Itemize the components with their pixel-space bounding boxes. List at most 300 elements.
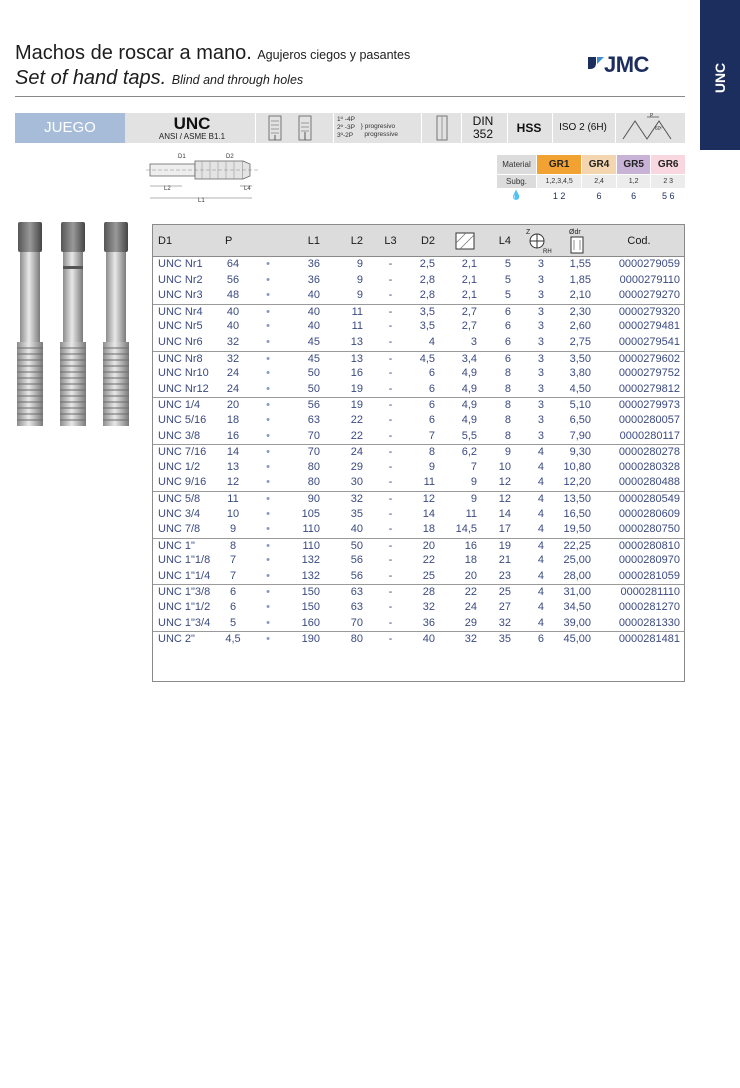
cell-sq: 2,7 xyxy=(461,320,477,333)
cell-z: 3 xyxy=(537,289,544,302)
cell-l1: 190 xyxy=(301,633,320,646)
cell-dr: 4,50 xyxy=(569,382,591,395)
cell-cod: 0000279541 xyxy=(618,335,680,348)
cell-l1: 80 xyxy=(307,476,320,489)
cell-d2: 36 xyxy=(422,616,435,629)
cell-l3: - xyxy=(388,446,393,459)
cell-l4: 5 xyxy=(504,258,511,270)
cell-l1: 70 xyxy=(307,429,320,442)
cell-sq: 16 xyxy=(464,539,477,552)
cell-l2: 63 xyxy=(350,586,363,599)
cell-d1: UNC 1/2 xyxy=(158,460,201,473)
cell-l3: - xyxy=(388,258,393,270)
cell-l1: 50 xyxy=(307,382,320,395)
cell-l3: - xyxy=(388,413,393,426)
cell-d1: UNC Nr3 xyxy=(158,289,203,302)
cell-z: 3 xyxy=(537,413,544,426)
jmc-logo-mark-icon xyxy=(588,57,604,69)
svg-text:L1: L1 xyxy=(198,198,205,204)
cell-l3: - xyxy=(388,507,393,520)
table-row xyxy=(153,631,684,647)
cell-p: 13 xyxy=(226,460,240,473)
table-row xyxy=(153,569,684,585)
cell-d1: UNC 3/8 xyxy=(158,429,201,442)
cell-l2: 22 xyxy=(350,429,363,442)
cell-d2: 4,5 xyxy=(419,352,435,365)
cell-l2: 19 xyxy=(350,399,363,412)
cell-cod: 0000280970 xyxy=(618,554,680,567)
cell-sq: 6,2 xyxy=(461,446,477,459)
cell-d2: 2,8 xyxy=(419,273,435,286)
cell-l2: 56 xyxy=(350,554,363,567)
cell-dr: 13,50 xyxy=(563,492,591,505)
cell-l4: 35 xyxy=(498,633,511,646)
cell-l3: - xyxy=(388,633,393,646)
cell-l1: 56 xyxy=(307,399,320,412)
availability-dot-icon: • xyxy=(266,399,270,412)
svg-text:RH: RH xyxy=(543,249,552,255)
table-row xyxy=(153,273,684,289)
cell-d1: UNC 1"1/4 xyxy=(158,569,211,582)
cell-z: 3 xyxy=(537,273,544,286)
cell-l1: 132 xyxy=(301,554,320,567)
cell-p: 14 xyxy=(226,446,240,459)
cell-p: 6 xyxy=(229,586,237,599)
cell-l4: 8 xyxy=(504,399,511,412)
table-row xyxy=(153,382,684,398)
cell-z: 4 xyxy=(537,492,544,505)
availability-dot-icon: • xyxy=(266,476,270,489)
cell-sq: 2,1 xyxy=(461,289,477,302)
cell-z: 4 xyxy=(537,616,544,629)
cell-sq: 22 xyxy=(464,586,477,599)
material-group-table: Material GR1 GR4 GR5 GR6 Subg. 1,2,3,4,5 2,4 1,2 2 3 💧 1 2 6 6 5 6 xyxy=(496,154,686,203)
cell-cod: 0000280810 xyxy=(618,539,680,552)
cell-l1: 160 xyxy=(301,616,320,629)
availability-dot-icon: • xyxy=(266,273,270,286)
cell-l4: 17 xyxy=(498,523,511,536)
group-gr5: GR5 xyxy=(616,155,651,175)
cell-l1: 45 xyxy=(307,335,320,348)
cell-p: 7 xyxy=(229,554,237,567)
cell-l1: 40 xyxy=(307,289,320,302)
cell-p: 20 xyxy=(226,399,240,412)
cell-d2: 32 xyxy=(422,601,435,614)
cell-p: 32 xyxy=(226,352,240,365)
availability-dot-icon: • xyxy=(266,601,270,614)
cell-l3: - xyxy=(388,492,393,505)
cell-d2: 6 xyxy=(428,382,435,395)
availability-dot-icon: • xyxy=(266,305,270,318)
cell-d2: 22 xyxy=(422,554,435,567)
cell-l3: - xyxy=(388,586,393,599)
table-row xyxy=(153,460,684,476)
cell-l3: - xyxy=(388,367,393,380)
cell-z: 4 xyxy=(537,523,544,536)
cell-l3: - xyxy=(388,382,393,395)
cell-dr: 2,60 xyxy=(569,320,591,333)
cell-l4: 8 xyxy=(504,367,511,380)
cell-p: 12 xyxy=(226,476,240,489)
cell-dr: 9,30 xyxy=(569,446,591,459)
cell-l1: 90 xyxy=(307,492,320,505)
cell-dr: 39,00 xyxy=(563,616,591,629)
cell-z: 4 xyxy=(537,507,544,520)
cell-l2: 32 xyxy=(350,492,363,505)
cell-sq: 4,9 xyxy=(461,367,477,380)
availability-dot-icon: • xyxy=(266,258,270,270)
title-es: Machos de roscar a mano. Agujeros ciegos y pasantes xyxy=(15,42,411,64)
cell-d1: UNC Nr1 xyxy=(158,258,203,270)
cell-sq: 4,9 xyxy=(461,413,477,426)
cell-cod: 0000279320 xyxy=(618,305,680,318)
cell-cod: 0000280057 xyxy=(618,413,680,426)
cell-l1: 70 xyxy=(307,446,320,459)
cell-d2: 11 xyxy=(423,476,435,489)
availability-dot-icon: • xyxy=(266,320,270,333)
availability-dot-icon: • xyxy=(266,429,270,442)
cell-z: 3 xyxy=(537,429,544,442)
availability-dot-icon: • xyxy=(266,492,270,505)
cell-l1: 40 xyxy=(307,305,320,318)
cell-cod: 0000279752 xyxy=(618,367,680,380)
material-hss: HSS xyxy=(516,121,542,135)
cell-p: 64 xyxy=(226,258,240,270)
cell-dr: 2,10 xyxy=(569,289,591,302)
cell-cod: 0000281330 xyxy=(618,616,680,629)
cell-cod: 0000279481 xyxy=(618,320,680,333)
cell-l2: 40 xyxy=(350,523,363,536)
cell-sq: 11 xyxy=(465,507,477,520)
cell-cod: 0000279602 xyxy=(618,352,680,365)
suitability-icon: 6 xyxy=(616,189,651,203)
suitability-icon: 6 xyxy=(582,189,617,203)
cell-sq: 20 xyxy=(464,569,477,582)
cell-p: 24 xyxy=(226,367,240,380)
cell-cod: 0000279812 xyxy=(618,382,680,395)
availability-dot-icon: • xyxy=(266,569,270,582)
table-row xyxy=(153,397,684,413)
cell-d1: UNC 1"3/8 xyxy=(158,586,211,599)
cell-z: 3 xyxy=(537,320,544,333)
cell-l3: - xyxy=(388,320,393,333)
cell-p: 11 xyxy=(227,492,239,505)
cell-l1: 150 xyxy=(301,586,320,599)
cell-cod: 0000280609 xyxy=(618,507,680,520)
cell-d2: 20 xyxy=(422,539,435,552)
availability-dot-icon: • xyxy=(266,554,270,567)
cell-d1: UNC 1" xyxy=(158,539,195,552)
cell-cod: 0000280750 xyxy=(618,523,680,536)
table-header: D1 P L1 L2 L3 D2 L4 Z RH Ødr Cod. xyxy=(153,225,684,257)
cell-l1: 40 xyxy=(307,320,320,333)
suitability-icon: 1 2 xyxy=(537,189,582,203)
cell-l3: - xyxy=(388,523,393,536)
cell-z: 4 xyxy=(537,446,544,459)
cell-l2: 9 xyxy=(356,258,363,270)
cell-l3: - xyxy=(388,476,393,489)
cell-l4: 23 xyxy=(498,569,511,582)
cell-l3: - xyxy=(388,616,393,629)
cell-dr: 2,75 xyxy=(569,335,591,348)
availability-dot-icon: • xyxy=(266,633,270,646)
cell-z: 3 xyxy=(537,335,544,348)
cell-p: 40 xyxy=(226,305,240,318)
cell-l2: 19 xyxy=(350,382,363,395)
cell-cod: 0000281270 xyxy=(618,601,680,614)
cell-l3: - xyxy=(388,569,393,582)
cell-l2: 13 xyxy=(350,335,363,348)
cell-l2: 22 xyxy=(350,413,363,426)
cell-l4: 32 xyxy=(498,616,511,629)
cell-d1: UNC 1"3/4 xyxy=(158,616,211,629)
group-gr6: GR6 xyxy=(651,155,686,175)
cell-d1: UNC 1"1/2 xyxy=(158,601,211,614)
table-row xyxy=(153,538,684,554)
cell-z: 3 xyxy=(537,367,544,380)
table-row xyxy=(153,304,684,320)
cell-l2: 29 xyxy=(350,460,363,473)
cell-p: 7 xyxy=(229,569,237,582)
cell-dr: 31,00 xyxy=(563,586,591,599)
cell-l1: 36 xyxy=(307,273,320,286)
svg-text:60º: 60º xyxy=(655,126,663,132)
cell-p: 5 xyxy=(229,616,237,629)
cell-d1: UNC Nr8 xyxy=(158,352,203,365)
cell-dr: 16,50 xyxy=(563,507,591,520)
cell-l2: 9 xyxy=(356,273,363,286)
cell-p: 4,5 xyxy=(225,633,241,646)
cell-l3: - xyxy=(388,429,393,442)
svg-text:P: P xyxy=(650,113,654,119)
cell-cod: 0000280549 xyxy=(618,492,680,505)
cell-d1: UNC Nr5 xyxy=(158,320,203,333)
cell-z: 4 xyxy=(537,554,544,567)
table-row xyxy=(153,616,684,632)
cell-cod: 0000280328 xyxy=(618,460,680,473)
cell-l1: 63 xyxy=(307,413,320,426)
cell-cod: 0000280278 xyxy=(618,446,680,459)
cell-d1: UNC 7/16 xyxy=(158,446,207,459)
availability-dot-icon: • xyxy=(266,446,270,459)
cell-z: 3 xyxy=(537,399,544,412)
cell-dr: 12,20 xyxy=(563,476,591,489)
cell-l4: 5 xyxy=(504,289,511,302)
table-row xyxy=(153,491,684,507)
cell-sq: 3,4 xyxy=(461,352,477,365)
cell-l4: 12 xyxy=(498,476,511,489)
cell-p: 9 xyxy=(229,523,237,536)
availability-dot-icon: • xyxy=(266,460,270,473)
shank-icon xyxy=(425,113,459,143)
cell-sq: 4,9 xyxy=(461,382,477,395)
cell-z: 3 xyxy=(537,305,544,318)
cell-l2: 11 xyxy=(351,305,363,318)
cell-sq: 4,9 xyxy=(461,399,477,412)
cell-sq: 2,7 xyxy=(461,305,477,318)
cell-l1: 50 xyxy=(307,367,320,380)
cell-p: 18 xyxy=(226,413,240,426)
table-row xyxy=(153,429,684,445)
cell-l1: 110 xyxy=(302,539,320,552)
cell-l2: 56 xyxy=(350,569,363,582)
svg-text:Z: Z xyxy=(526,229,531,236)
availability-dot-icon: • xyxy=(266,523,270,536)
cell-dr: 1,55 xyxy=(569,258,591,270)
cell-l4: 6 xyxy=(504,335,511,348)
cell-l2: 35 xyxy=(350,507,363,520)
cell-dr: 2,30 xyxy=(569,305,591,318)
tap-spec-table xyxy=(152,224,685,682)
cell-dr: 5,10 xyxy=(569,399,591,412)
svg-text:D2: D2 xyxy=(226,154,234,160)
din-standard: DIN 352 xyxy=(472,114,494,141)
cell-l3: - xyxy=(388,335,393,348)
cell-dr: 25,00 xyxy=(563,554,591,567)
cell-z: 3 xyxy=(537,382,544,395)
cell-l1: 150 xyxy=(301,601,320,614)
cell-sq: 29 xyxy=(464,616,477,629)
cell-l4: 10 xyxy=(498,460,511,473)
availability-dot-icon: • xyxy=(266,586,270,599)
cell-z: 3 xyxy=(537,258,544,270)
cell-cod: 0000279973 xyxy=(618,399,680,412)
tolerance: ISO 2 (6H) xyxy=(559,122,607,133)
cell-dr: 28,00 xyxy=(563,569,591,582)
cell-sq: 2,1 xyxy=(461,258,477,270)
cell-z: 4 xyxy=(537,539,544,552)
cell-z: 4 xyxy=(537,569,544,582)
cell-sq: 5,5 xyxy=(461,429,477,442)
set-label: JUEGO xyxy=(15,113,125,143)
cell-l1: 110 xyxy=(302,523,320,536)
cell-sq: 9 xyxy=(470,476,477,489)
tap-dimension-drawing xyxy=(140,150,270,208)
cell-dr: 45,00 xyxy=(563,633,591,646)
availability-dot-icon: • xyxy=(266,539,270,552)
cell-l4: 8 xyxy=(504,382,511,395)
cell-l3: - xyxy=(388,539,393,552)
cell-d1: UNC 2" xyxy=(158,633,195,646)
table-row xyxy=(153,584,684,600)
cell-d2: 6 xyxy=(428,413,435,426)
cell-d1: UNC 5/16 xyxy=(158,413,207,426)
cell-d1: UNC Nr4 xyxy=(158,305,203,318)
table-row xyxy=(153,351,684,367)
cell-d1: UNC Nr6 xyxy=(158,335,203,348)
cell-d2: 2,5 xyxy=(419,258,435,270)
cell-l1: 132 xyxy=(301,569,320,582)
cell-sq: 18 xyxy=(464,554,477,567)
spec-band xyxy=(15,113,685,143)
jmc-logo: JMC xyxy=(588,54,680,76)
cell-d1: UNC 3/4 xyxy=(158,507,201,520)
cell-sq: 9 xyxy=(470,492,477,505)
cell-cod: 0000281059 xyxy=(618,569,680,582)
availability-dot-icon: • xyxy=(266,367,270,380)
cell-d2: 9 xyxy=(428,460,435,473)
svg-text:L2: L2 xyxy=(164,186,171,192)
cell-dr: 34,50 xyxy=(563,601,591,614)
table-row xyxy=(153,257,684,273)
cell-p: 24 xyxy=(226,382,240,395)
cell-l4: 6 xyxy=(504,320,511,333)
group-gr4: GR4 xyxy=(582,155,617,175)
cell-p: 40 xyxy=(226,320,240,333)
cell-sq: 14,5 xyxy=(455,523,477,536)
cell-sq: 3 xyxy=(470,335,477,348)
cell-z: 4 xyxy=(537,460,544,473)
cell-d1: UNC Nr10 xyxy=(158,367,209,380)
cell-p: 32 xyxy=(226,335,240,348)
drill-diameter-icon xyxy=(565,226,589,256)
cell-cod: 0000279059 xyxy=(618,258,680,270)
cell-l1: 45 xyxy=(307,352,320,365)
cell-dr: 7,90 xyxy=(569,429,591,442)
cell-d2: 3,5 xyxy=(419,305,435,318)
cell-d2: 40 xyxy=(422,633,435,646)
table-row xyxy=(153,413,684,429)
cell-l4: 14 xyxy=(498,507,511,520)
cell-d1: UNC 9/16 xyxy=(158,476,207,489)
availability-dot-icon: • xyxy=(266,382,270,395)
cell-p: 10 xyxy=(226,507,240,520)
availability-dot-icon: • xyxy=(266,289,270,302)
cell-l4: 25 xyxy=(498,586,511,599)
cell-cod: 0000281110 xyxy=(620,586,680,599)
cell-l3: - xyxy=(388,352,393,365)
cell-l3: - xyxy=(388,305,393,318)
cell-l2: 9 xyxy=(356,289,363,302)
cell-p: 56 xyxy=(226,273,240,286)
progressive-info: 1º -4P 2º -3P 3º-2P } progresivo progressive xyxy=(337,116,398,139)
cell-l2: 16 xyxy=(350,367,363,380)
cell-d1: UNC 1/4 xyxy=(158,399,201,412)
availability-dot-icon: • xyxy=(266,352,270,365)
cell-z: 4 xyxy=(537,586,544,599)
cell-d1: UNC 1"1/8 xyxy=(158,554,211,567)
cell-dr: 19,50 xyxy=(563,523,591,536)
cell-l3: - xyxy=(388,460,393,473)
cell-l4: 6 xyxy=(504,305,511,318)
cell-p: 6 xyxy=(229,601,237,614)
cell-cod: 0000280117 xyxy=(619,429,680,442)
cell-sq: 32 xyxy=(464,633,477,646)
table-row xyxy=(153,319,684,335)
cell-z: 4 xyxy=(537,601,544,614)
table-row xyxy=(153,444,684,460)
cell-l4: 5 xyxy=(504,273,511,286)
cell-l2: 13 xyxy=(350,352,363,365)
cell-sq: 24 xyxy=(464,601,477,614)
cell-d1: UNC Nr2 xyxy=(158,273,203,286)
cell-l2: 30 xyxy=(350,476,363,489)
cell-l4: 6 xyxy=(504,352,511,365)
table-row xyxy=(153,553,684,569)
square-size-icon xyxy=(454,229,476,253)
cell-l3: - xyxy=(388,601,393,614)
cell-dr: 3,50 xyxy=(569,352,591,365)
group-gr1: GR1 xyxy=(537,155,582,175)
cell-l4: 27 xyxy=(498,601,511,614)
cell-d1: UNC 5/8 xyxy=(158,492,201,505)
cell-l3: - xyxy=(388,554,393,567)
cell-dr: 6,50 xyxy=(569,413,591,426)
cell-d1: UNC 7/8 xyxy=(158,523,201,536)
cell-l4: 8 xyxy=(504,413,511,426)
cell-d2: 25 xyxy=(422,569,435,582)
cell-dr: 1,85 xyxy=(569,273,591,286)
